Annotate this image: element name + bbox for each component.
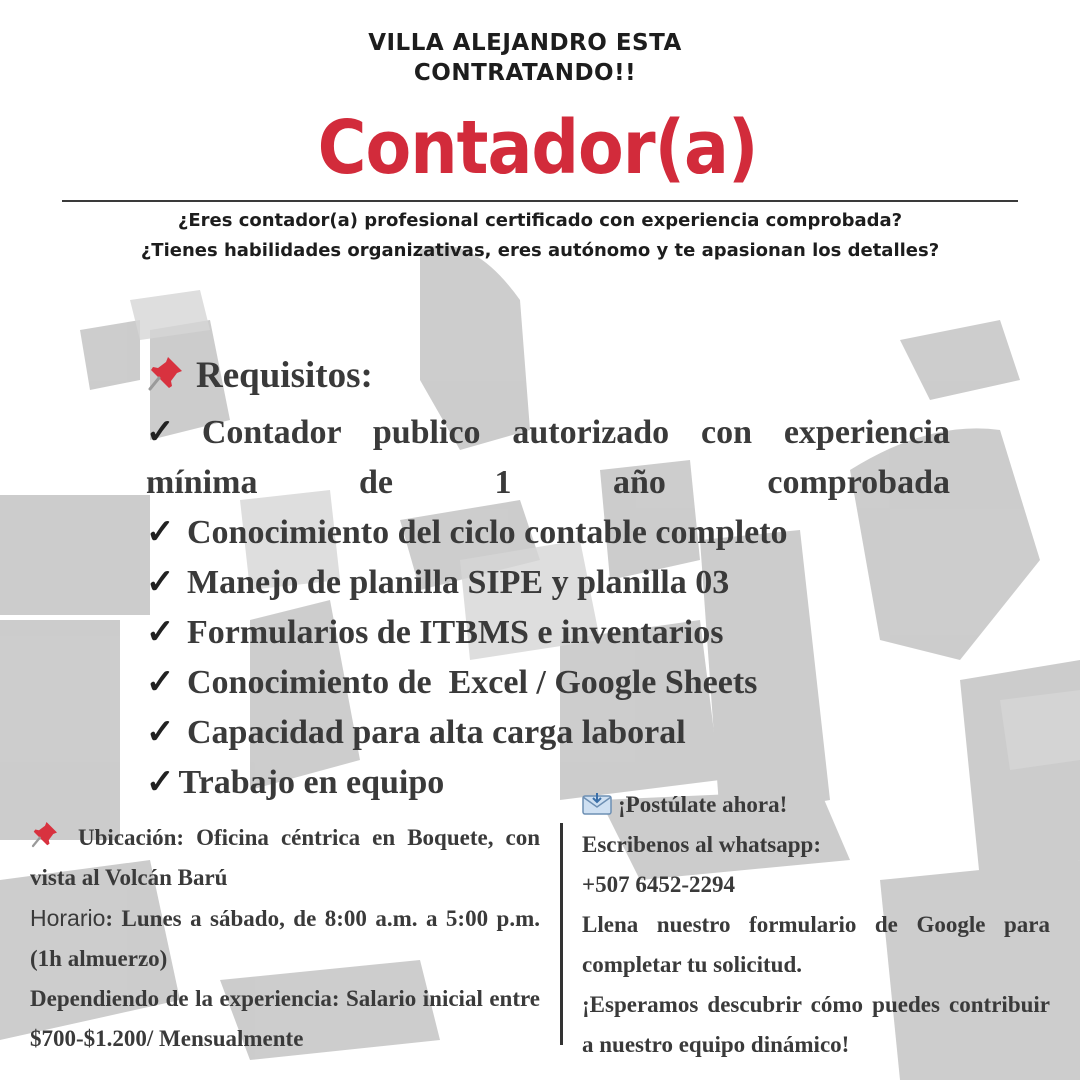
- google-form-text: Llena nuestro formulario de Google para completar tu solicitud.: [582, 912, 1050, 977]
- requirement-item: [146, 608, 950, 658]
- requirement-text: Trabajo en equipo: [178, 764, 445, 801]
- requirement-text: Contador publico autorizado con experiencia mínima de 1 año comprobada: [146, 414, 950, 501]
- requirements-list: [146, 408, 950, 808]
- requirement-text: Conocimiento de Excel / Google Sheets: [187, 664, 758, 701]
- whatsapp-label: Escribenos al whatsapp:: [582, 832, 821, 857]
- job-title: Contador(a): [317, 105, 758, 191]
- schedule-label: Horario: [30, 905, 106, 931]
- requirement-item: [146, 708, 950, 758]
- job-details: [30, 818, 540, 1059]
- envelope-icon: [582, 793, 612, 815]
- intro-question-2: ¿Tienes habilidades organizativas, eres autónomo y te apasionan los detalles?: [140, 240, 940, 261]
- hiring-line-2: CONTRATANDO!!: [413, 60, 637, 86]
- intro-question-1: ¿Eres contador(a) profesional certificado con experiencia comprobada?: [177, 210, 903, 231]
- apply-section: [582, 785, 1050, 1065]
- checkmark-icon: ✓: [146, 764, 175, 801]
- apply-heading-text: ¡Postúlate ahora!: [618, 792, 788, 817]
- requirement-text: Manejo de planilla SIPE y planilla 03: [187, 564, 730, 601]
- requirement-text: Conocimiento del ciclo contable completo: [187, 514, 788, 551]
- intro-questions: [0, 206, 1080, 266]
- requirement-item: [146, 408, 950, 508]
- requirement-item: [146, 658, 950, 708]
- schedule-text: : Lunes a sábado, de 8:00 a.m. a 5:00 p.m. (1h almuerzo): [30, 906, 540, 971]
- checkmark-icon: ✓: [146, 614, 175, 651]
- title-divider: [62, 200, 1018, 202]
- requirements-heading-text: Requisitos:: [196, 355, 373, 396]
- schedule-paragraph: [30, 898, 540, 979]
- location-paragraph: [30, 818, 540, 898]
- location-label: Ubicación: [78, 825, 177, 850]
- salary-paragraph: Dependiendo de la experiencia: Salario inicial entre $700-$1.200/ Mensualmente: [30, 986, 540, 1051]
- apply-heading: [582, 785, 1050, 825]
- checkmark-icon: ✓: [146, 714, 175, 751]
- closing-text: ¡Esperamos descubrir cómo puedes contribuir a nuestro equipo dinámico!: [582, 992, 1050, 1057]
- checkmark-icon: ✓: [146, 564, 175, 601]
- pushpin-icon: [30, 819, 60, 849]
- checkmark-icon: ✓: [146, 514, 175, 551]
- hiring-announcement: [0, 28, 1050, 88]
- requirement-item: [146, 558, 950, 608]
- requirements-heading: [146, 350, 373, 402]
- checkmark-icon: ✓: [146, 414, 198, 451]
- column-divider: [560, 823, 563, 1045]
- requirement-text: Capacidad para alta carga laboral: [187, 714, 686, 751]
- pushpin-icon: [146, 353, 186, 393]
- location-text: : Oficina céntrica en Boquete, con vista al Volcán Barú: [30, 825, 540, 890]
- checkmark-icon: ✓: [146, 664, 175, 701]
- hiring-line-1: VILLA ALEJANDRO ESTA: [368, 30, 682, 56]
- whatsapp-phone[interactable]: +507 6452-2294: [582, 872, 736, 897]
- requirement-text: Formularios de ITBMS e inventarios: [187, 614, 724, 651]
- requirement-item: [146, 508, 950, 558]
